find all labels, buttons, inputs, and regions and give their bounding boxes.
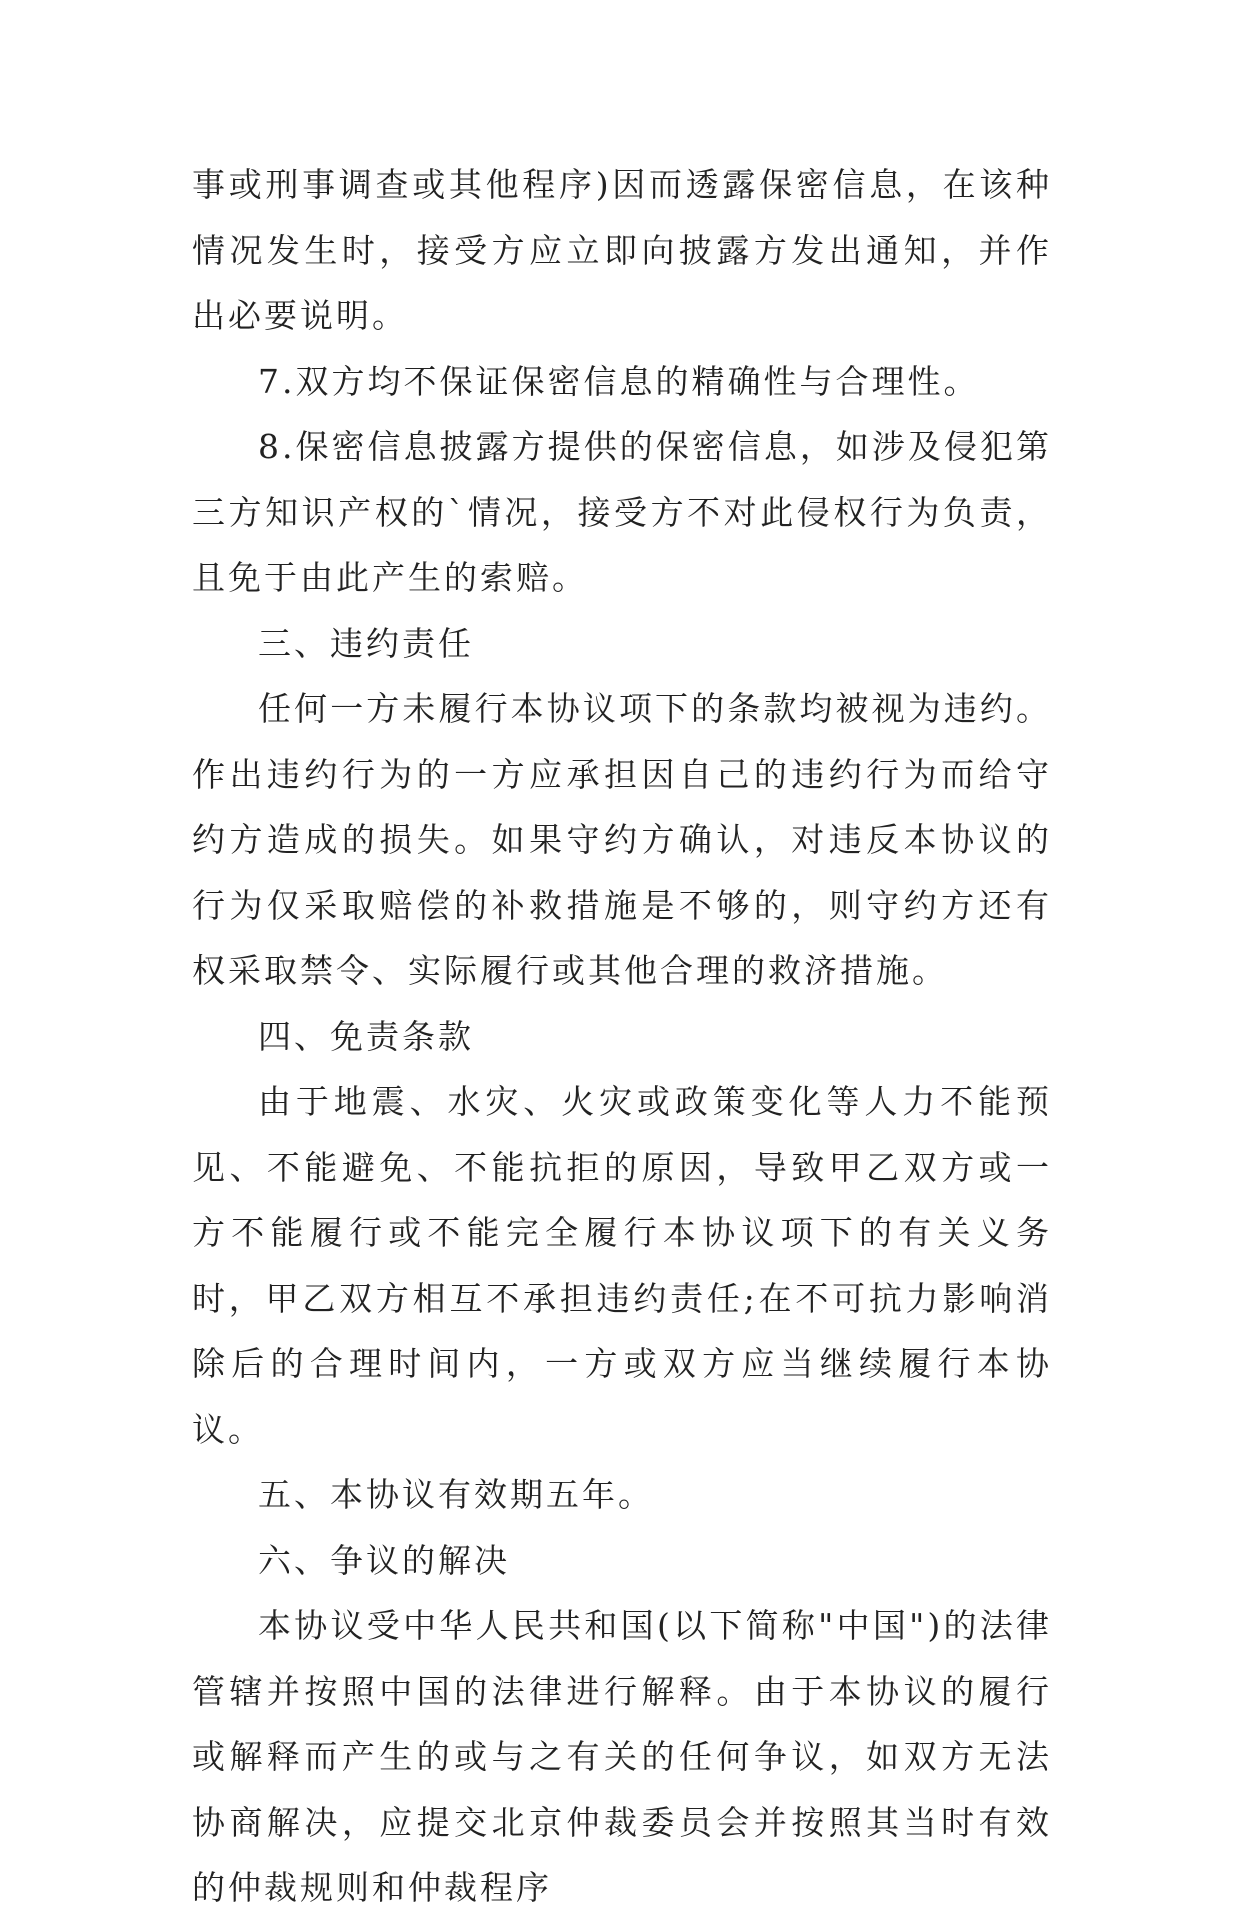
section-heading-dispute-resolution: 六、争议的解决 [258,1540,510,1580]
section-heading-exemption: 四、免责条款 [258,1016,474,1056]
section-heading-breach-liability: 三、违约责任 [258,623,474,663]
paragraph-continuation-clause-6: 事或刑事调查或其他程序)因而透露保密信息，在该种情况发生时，接受方应立即向披露方发出通知，并作出必要说明。 [192,165,1052,335]
paragraph-clause-8: 8.保密信息披露方提供的保密信息，如涉及侵犯第三方知识产权的`情况，接受方不对此侵权行为负责，且免于由此产生的索赔。 [192,427,1052,597]
paragraph-dispute-resolution: 本协议受中华人民共和国(以下简称"中国")的法律管辖并按照中国的法律进行解释。由于本协议的履行或解释而产生的或与之有关的任何争议，如双方无法协商解决，应提交北京仲裁委员会并按照其当时有效的仲裁规则和仲裁程序 [192,1606,1052,1907]
paragraph-clause-7: 7.双方均不保证保密信息的精确性与合理性。 [258,361,980,401]
paragraph-breach-liability: 任何一方未履行本协议项下的条款均被视为违约。作出违约行为的一方应承担因自己的违约行为而给守约方造成的损失。如果守约方确认，对违反本协议的行为仅采取赔偿的补救措施是不够的，则守约方还有权采取禁令、实际履行或其他合理的救济措施。 [192,689,1052,990]
section-heading-validity-period: 五、本协议有效期五年。 [258,1475,654,1514]
paragraph-exemption: 由于地震、水灾、火灾或政策变化等人力不能预见、不能避免、不能抗拒的原因，导致甲乙双方或一方不能履行或不能完全履行本协议项下的有关义务时，甲乙双方相互不承担违约责任;在不可抗力影响消除后的合理时间内，一方或双方应当继续履行本协议。 [192,1082,1052,1449]
document-body [192,152,1052,1921]
